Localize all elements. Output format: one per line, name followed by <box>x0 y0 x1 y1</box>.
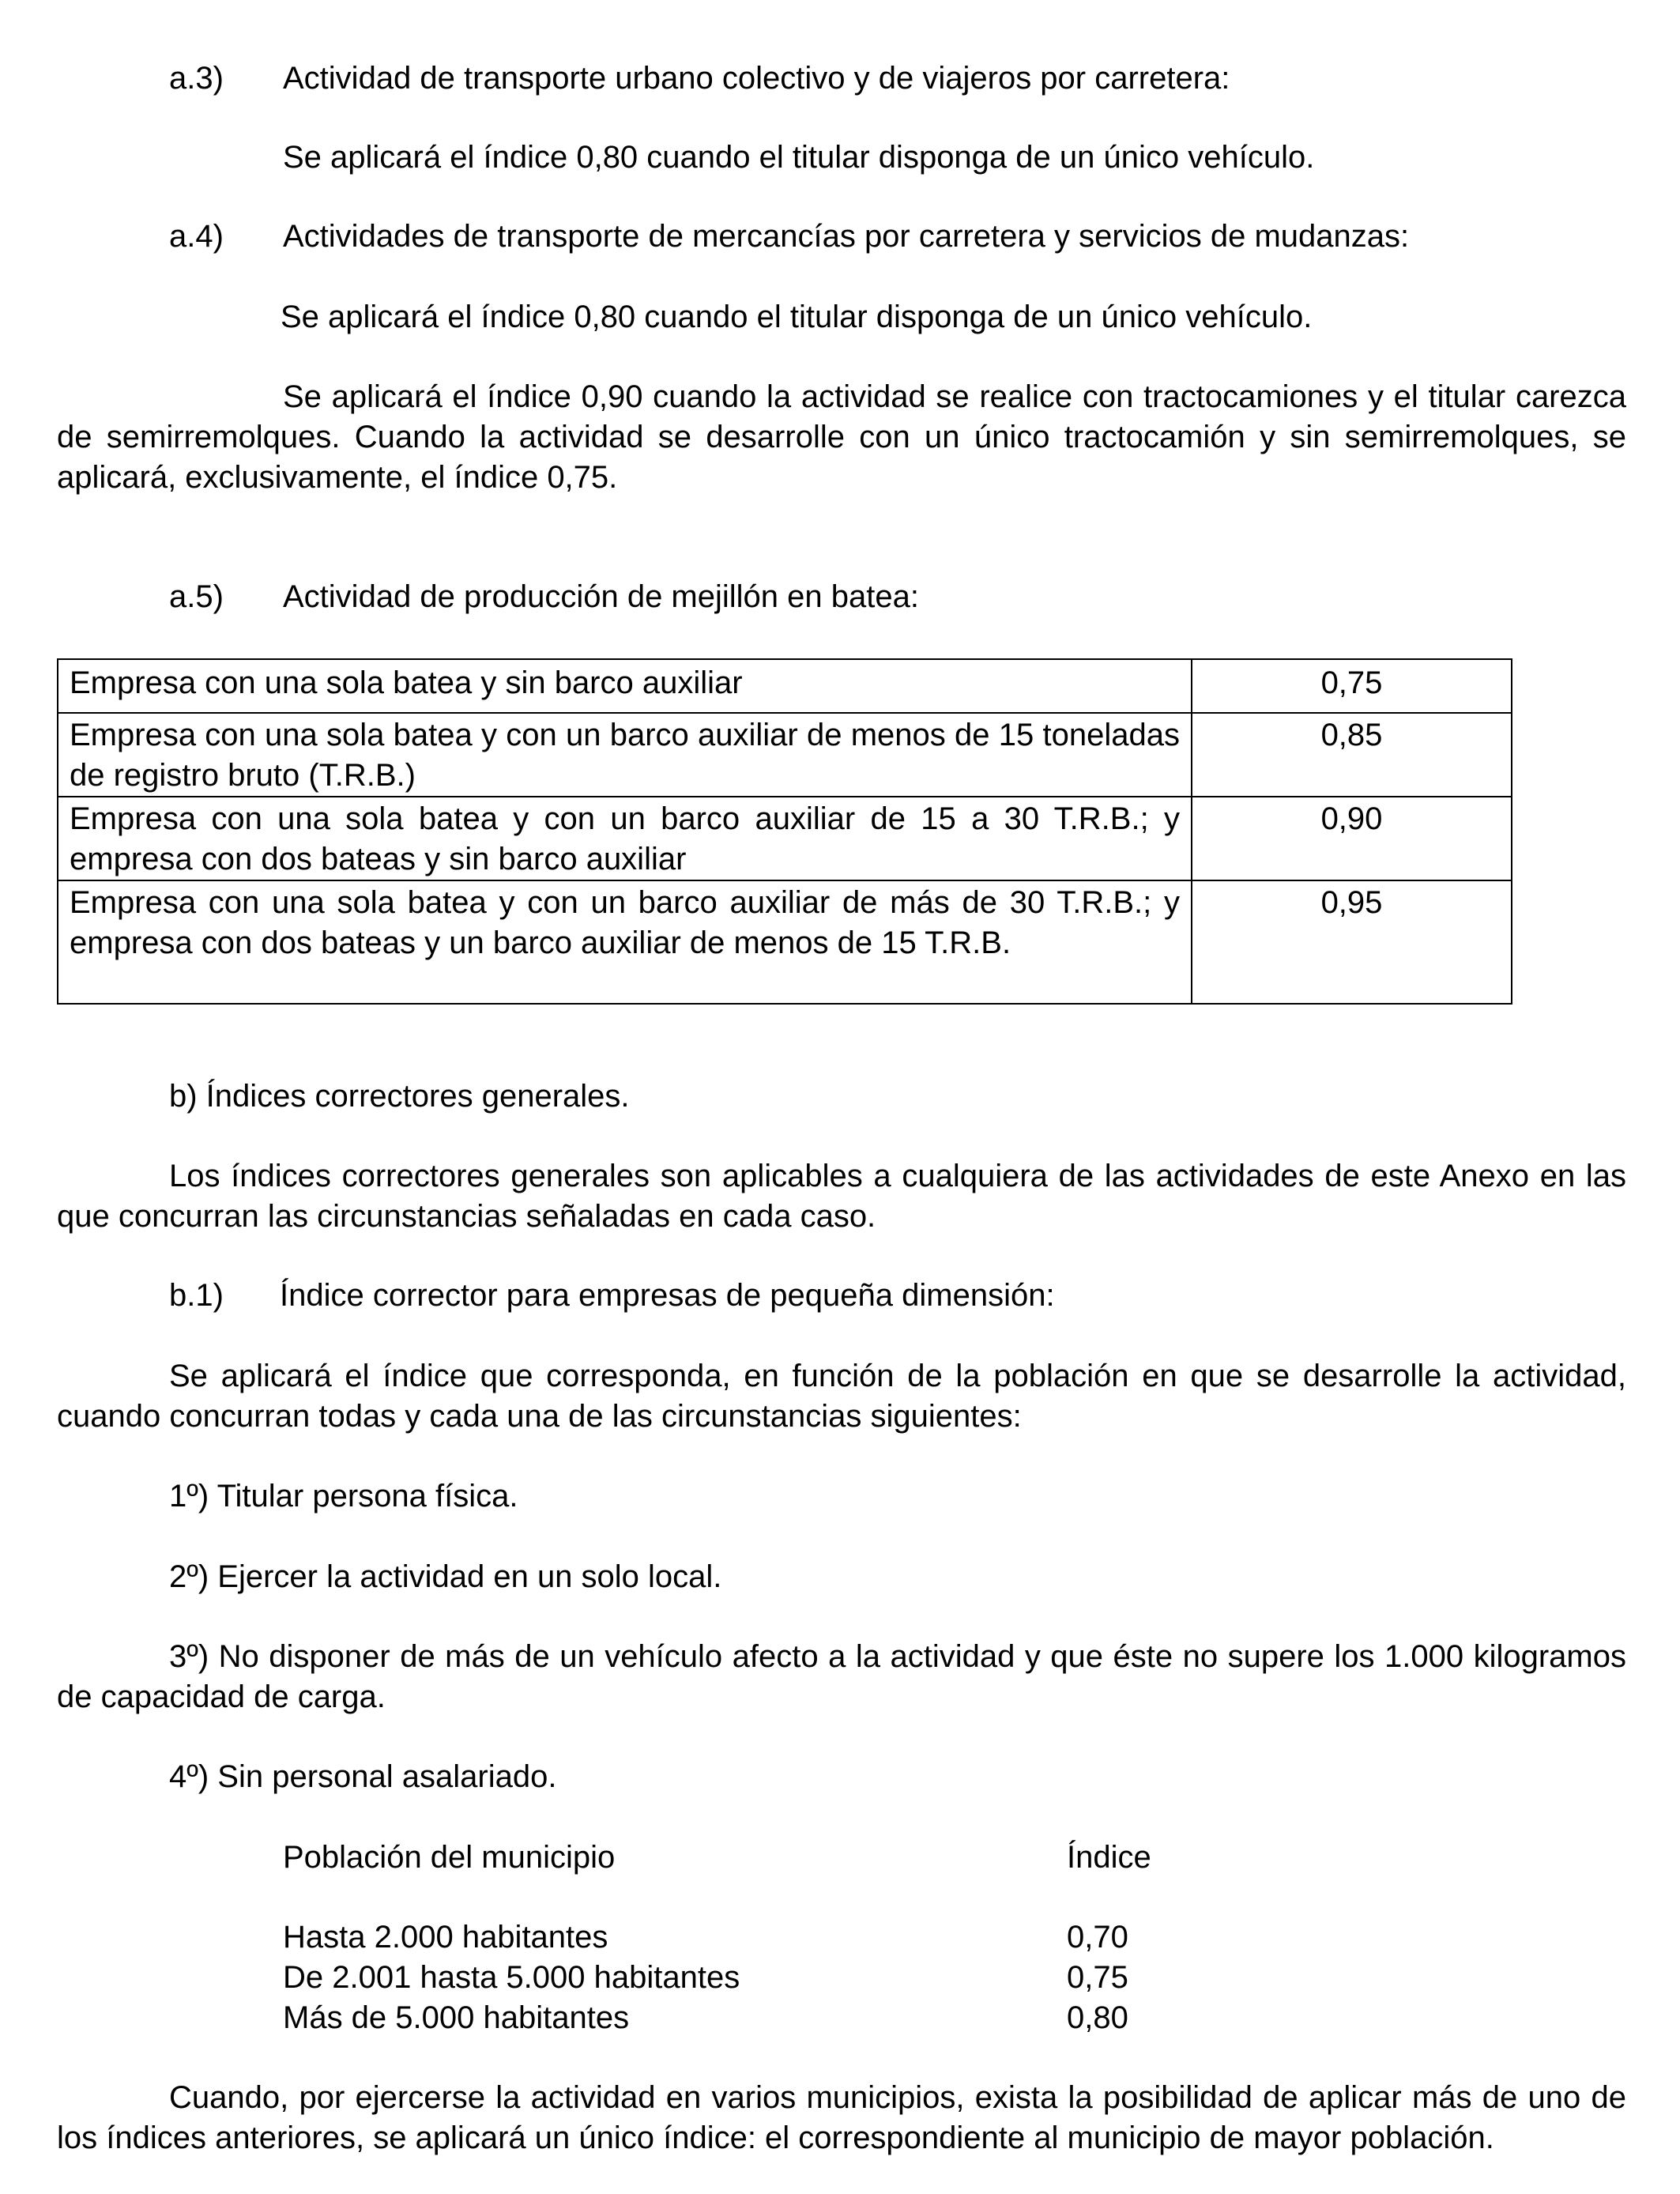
section-a5-label: a.5) <box>169 579 224 614</box>
condition-item: 4º) Sin personal asalariado. <box>169 1759 557 1794</box>
section-b-text: Los índices correctores generales son aplicables a cualquiera de las actividades de este Anexo en las que concurran las circunstancias señaladas en cada caso. <box>57 1159 1626 1234</box>
table-cell-index: 0,95 <box>1192 880 1512 1004</box>
index-header: Índice <box>1067 1840 1151 1875</box>
table-cell-index: 0,90 <box>1192 797 1512 880</box>
table-cell-description: Empresa con una sola batea y sin barco auxiliar <box>58 659 1192 713</box>
section-b1-closing: Cuando, por ejercerse la actividad en varios municipios, exista la posibilidad de aplicar más de uno de los índices anteriores, se aplicará un único índice: el correspondiente al municipio de mayor población. <box>57 2080 1626 2155</box>
section-a3-text: Se aplicará el índice 0,80 cuando el titular disponga de un único vehículo. <box>283 140 1315 175</box>
table-cell-description: Empresa con una sola batea y con un barco auxiliar de menos de 15 toneladas de registro bruto (T.R.B.) <box>58 713 1192 797</box>
table-row <box>58 880 1512 1004</box>
population-header: Población del municipio <box>283 1840 616 1875</box>
condition-item: 3º) No disponer de más de un vehículo afecto a la actividad y que éste no supere los 1.000 kilogramos de capacidad de carga. <box>57 1639 1626 1714</box>
section-a4-label: a.4) <box>169 219 224 254</box>
table-row <box>58 713 1512 797</box>
condition-item: 1º) Titular persona física. <box>169 1479 518 1514</box>
index-cell: 0,80 <box>1067 2000 1128 2035</box>
section-a5-title: Actividad de producción de mejillón en batea: <box>283 579 919 614</box>
table-cell-description: Empresa con una sola batea y con un barco auxiliar de 15 a 30 T.R.B.; y empresa con dos bateas y sin barco auxiliar <box>58 797 1192 880</box>
population-cell: De 2.001 hasta 5.000 habitantes <box>283 1960 740 1995</box>
section-b1-title: Índice corrector para empresas de pequeña dimensión: <box>280 1278 1055 1313</box>
table-cell-index: 0,85 <box>1192 713 1512 797</box>
batea-index-table <box>57 658 1512 1005</box>
index-cell: 0,75 <box>1067 1960 1128 1995</box>
table-cell-index: 0,75 <box>1192 659 1512 713</box>
table-row <box>58 659 1512 713</box>
section-a4-text2: Se aplicará el índice 0,90 cuando la actividad se realice con tractocamiones y el titular carezca de semirremolques. Cuando la actividad se desarrolle con un único tractocamión y sin semirremolques, se aplicará, exclusivamente, el índice 0,75. <box>57 379 1626 495</box>
document-page <box>57 0 1626 2194</box>
index-cell: 0,70 <box>1067 1920 1128 1955</box>
population-cell: Hasta 2.000 habitantes <box>283 1920 608 1955</box>
population-cell: Más de 5.000 habitantes <box>283 2000 630 2035</box>
section-b1-label: b.1) <box>169 1278 224 1313</box>
section-a4-title: Actividades de transporte de mercancías por carretera y servicios de mudanzas: <box>283 219 1410 254</box>
section-b-heading: b) Índices correctores generales. <box>169 1079 630 1114</box>
section-a3-title: Actividad de transporte urbano colectivo y de viajeros por carretera: <box>283 61 1230 96</box>
table-cell-description: Empresa con una sola batea y con un barco auxiliar de más de 30 T.R.B.; y empresa con dos bateas y un barco auxiliar de menos de 15 T.R.B. <box>58 880 1192 1004</box>
section-a3-label: a.3) <box>169 61 224 96</box>
condition-item: 2º) Ejercer la actividad en un solo local. <box>169 1559 722 1594</box>
section-b1-text: Se aplicará el índice que corresponda, en función de la población en que se desarrolle la actividad, cuando concurran todas y cada una de las circunstancias siguientes: <box>57 1359 1626 1434</box>
section-a4-text1: Se aplicará el índice 0,80 cuando el titular disponga de un único vehículo. <box>281 300 1313 334</box>
table-row <box>58 797 1512 880</box>
